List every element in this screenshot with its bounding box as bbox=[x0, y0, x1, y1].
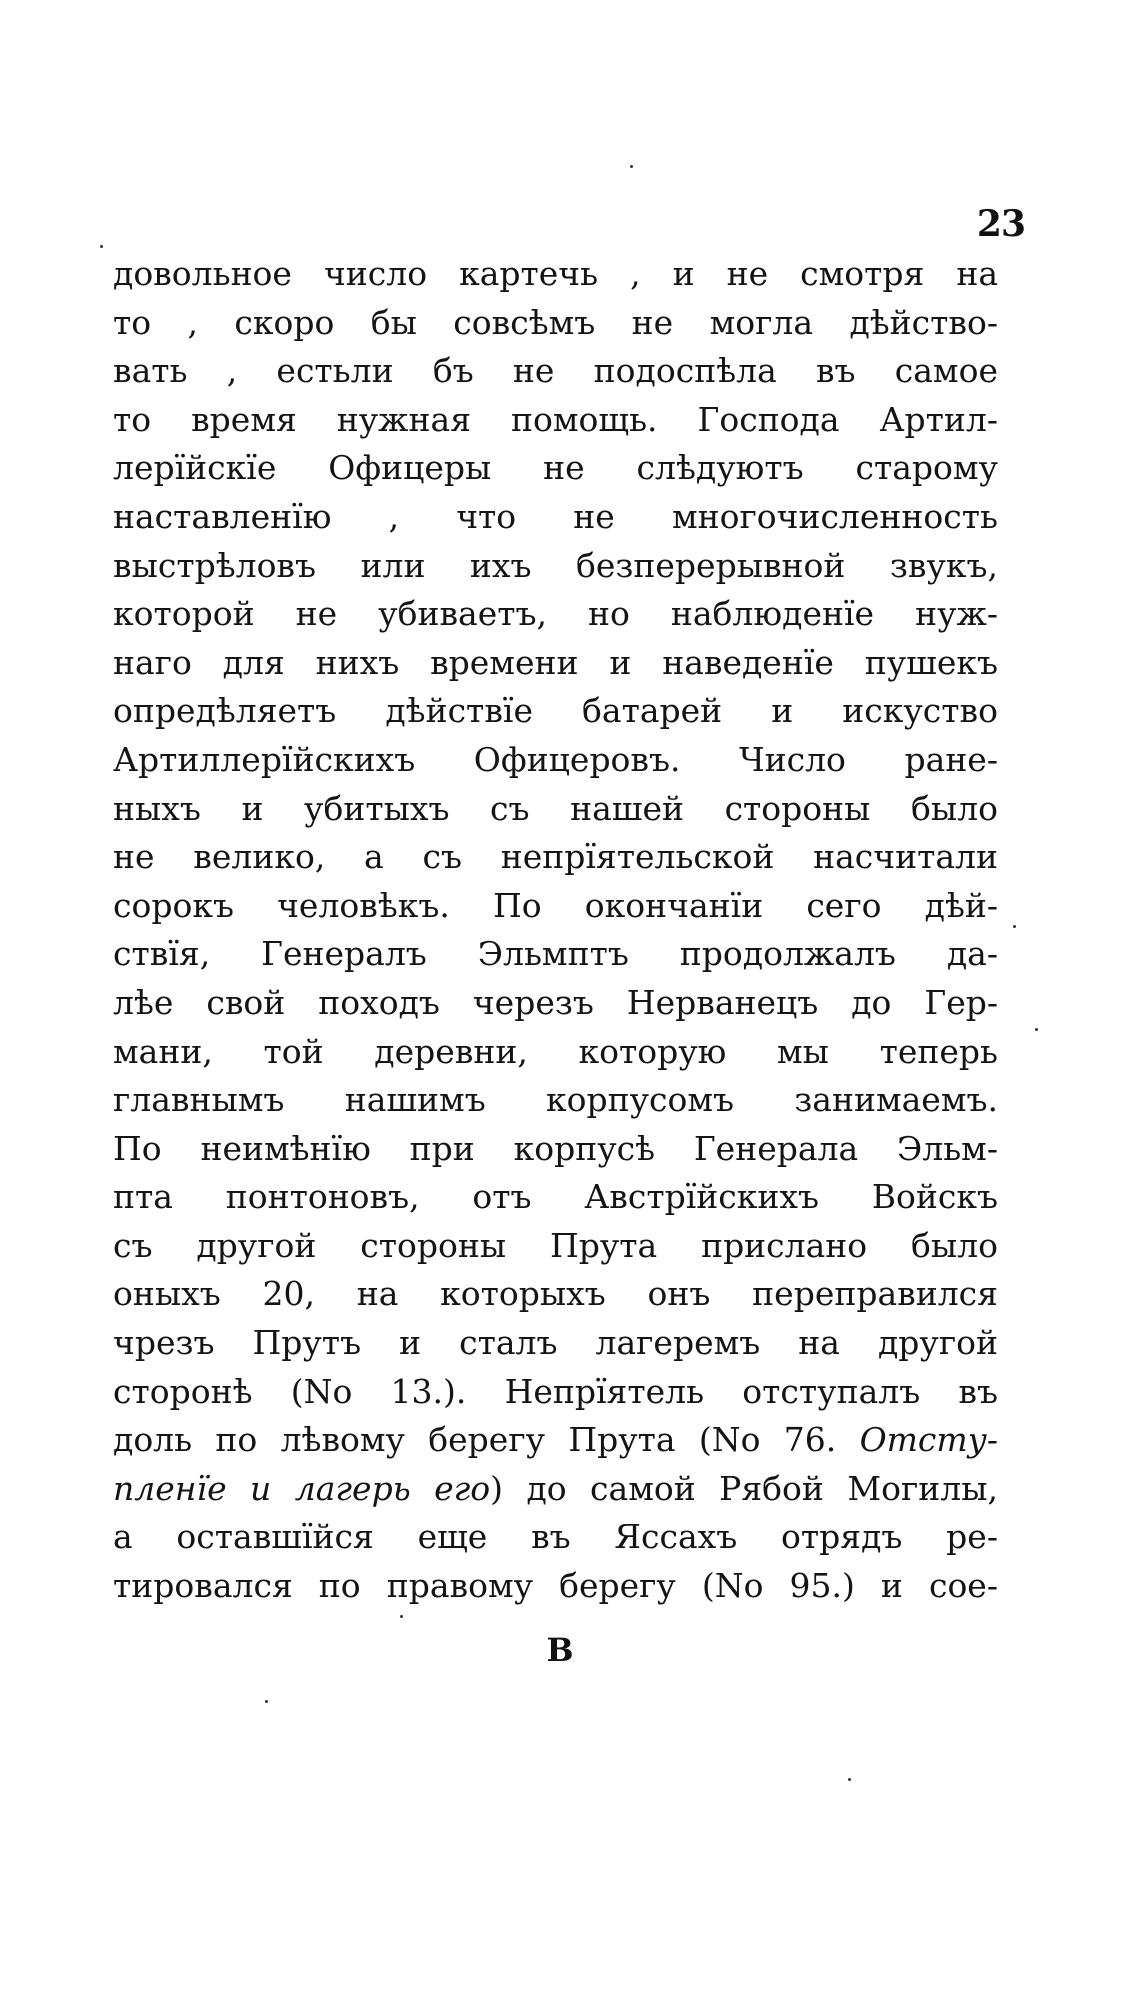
text-line: Артиллерїйскихъ Офицеровъ. Число ране- bbox=[113, 739, 998, 779]
text-line: наго для нихъ времени и наведенїе пушекъ bbox=[113, 642, 998, 682]
text-line: пта понтоновъ, отъ Австрїйскихъ Войскъ bbox=[113, 1177, 998, 1217]
text-line: наставленїю , что не многочисленность bbox=[113, 496, 998, 536]
italic-segment: Отсту- bbox=[859, 1420, 998, 1460]
print-speck bbox=[630, 165, 633, 168]
text-line: ствїя, Генералъ Эльмптъ продолжалъ да- bbox=[113, 934, 998, 974]
print-speck bbox=[100, 245, 103, 248]
print-speck bbox=[400, 1615, 403, 1618]
signature-mark: В bbox=[546, 1631, 574, 1669]
text-line: мани, той деревни, которую мы теперь bbox=[113, 1031, 998, 1071]
text-segment: ) до самой Рябой Могилы, bbox=[490, 1468, 998, 1508]
text-line: сорокъ человѣкъ. По окончанїи сего дѣй- bbox=[113, 885, 998, 925]
body-text bbox=[113, 250, 998, 1611]
text-line: вать , естьли бъ не подоспѣла въ самое bbox=[113, 351, 998, 391]
print-speck bbox=[265, 1700, 268, 1703]
text-segment: доль по лѣвому берегу Прута (No 76. bbox=[113, 1420, 860, 1460]
text-line: опредѣляетъ дѣйствїе батарей и искуство bbox=[113, 691, 998, 731]
page-number: 23 bbox=[976, 203, 1025, 245]
print-speck bbox=[1013, 925, 1016, 928]
italic-segment: пленїе и лагерь его bbox=[113, 1468, 491, 1508]
text-line: не велико, а съ непрїятельской насчитали bbox=[113, 837, 998, 877]
text-line: По неимѣнїю при корпусѣ Генерала Эльм- bbox=[113, 1128, 998, 1168]
text-line: лѣе свой походъ черезъ Нерванецъ до Гер- bbox=[113, 982, 998, 1022]
text-line: лерїйскїе Офицеры не слѣдуютъ старому bbox=[113, 448, 998, 488]
text-line: а оставшїйся еще въ Яссахъ отрядъ ре- bbox=[113, 1517, 998, 1557]
text-line: съ другой стороны Прута прислано было bbox=[113, 1225, 998, 1265]
print-speck bbox=[848, 1778, 851, 1781]
text-line: главнымъ нашимъ корпусомъ занимаемъ. bbox=[113, 1080, 998, 1120]
text-line: то , скоро бы совсѣмъ не могла дѣйство- bbox=[113, 302, 998, 342]
text-line: тировался по правому берегу (No 95.) и сое- bbox=[113, 1566, 998, 1606]
text-line: то время нужная помощь. Господа Артил- bbox=[113, 399, 998, 439]
text-line-italic bbox=[113, 1465, 998, 1514]
text-line: которой не убиваетъ, но наблюденїе нуж- bbox=[113, 594, 998, 634]
text-line: сторонѣ (No 13.). Непрїятель отступалъ въ bbox=[113, 1371, 998, 1411]
text-line-italic bbox=[113, 1416, 998, 1465]
text-line: оныхъ 20, на которыхъ онъ переправился bbox=[113, 1274, 998, 1314]
text-line: выстрѣловъ или ихъ безперерывной звукъ, bbox=[113, 545, 998, 585]
text-line: довольное число картечь , и не смотря на bbox=[113, 254, 998, 293]
print-speck bbox=[1035, 1028, 1038, 1031]
text-line: ныхъ и убитыхъ съ нашей стороны было bbox=[113, 788, 998, 828]
text-line: чрезъ Прутъ и сталъ лагеремъ на другой bbox=[113, 1323, 998, 1363]
